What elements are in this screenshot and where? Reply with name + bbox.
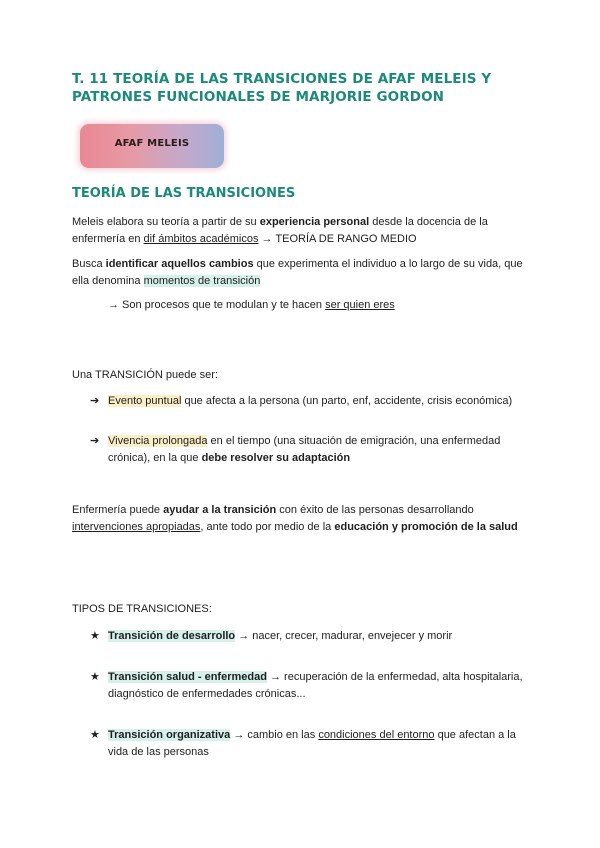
text: con éxito de las personas desarrollando [276,504,474,516]
underlined-text: ser quien eres [325,299,395,311]
underlined-text: intervenciones apropiadas [72,521,201,533]
underlined-text: dif ámbitos académicos [143,233,259,245]
text: que afectan a la vida de las personas [108,729,516,758]
underlined-text: condiciones del entorno [318,729,435,741]
highlighted-text: momentos de transición [143,275,261,287]
text: → recuperación de la enfermedad, alta hospitalaria, diagnóstico de enfermedades crónicas... [108,671,523,700]
text: Meleis elabora su teoría a partir de su [72,216,260,228]
text: Busca [72,258,106,270]
list-item [90,433,530,467]
highlighted-text: Evento puntual [108,395,182,407]
list-item [90,628,532,645]
star-bullet-icon: ★ [90,630,100,642]
paragraph-experiencia [72,214,530,248]
text: en el tiempo (una situación de emigración, una enfermedad crónica), en la que [108,435,501,464]
tag-label: AFAF MELEIS [114,138,190,149]
text: Enfermería puede [72,504,164,516]
highlighted-text: Transición salud - enfermedad [108,671,267,683]
text: desde la docencia de la enfermería en [72,216,488,245]
text: → TEORÍA DE RANGO MEDIO [258,233,417,245]
arrow-bullet-icon: ➔ [90,435,100,447]
list-item [90,393,530,410]
section-heading: TEORÍA DE LAS TRANSICIONES [72,186,296,201]
paragraph-procesos [108,297,528,314]
paragraph-enfermeria [72,502,534,536]
bold-text: ayudar a la transición [163,504,277,516]
bold-text: educación y promoción de la salud [334,521,518,533]
paragraph-cambios [72,256,534,290]
highlighted-text: Vivencia prolongada [108,435,208,447]
text: → Son procesos que te modulan y te hacen [108,299,326,311]
bold-text: debe resolver su adaptación [201,452,351,464]
document-title: T. 11 TEORÍA DE LAS TRANSICIONES DE AFAF MELEIS Y PATRONES FUNCIONALES DE MARJORIE GORDON [72,71,492,105]
bold-text: identificar aquellos cambios [105,258,254,270]
paragraph-transicion: Una TRANSICIÓN puede ser: [72,369,218,381]
star-bullet-icon: ★ [90,671,100,683]
highlighted-text: Transición de desarrollo [108,630,236,642]
text: que afecta a la persona (un parto, enf, accidente, crisis económica) [181,395,513,407]
text: → cambio en las [230,729,319,741]
text: que experimenta el individuo a lo largo de su vida, que ella denomina [72,258,523,287]
list-item [90,727,532,761]
star-bullet-icon: ★ [90,729,100,741]
paragraph-tipos: TIPOS DE TRANSICIONES: [72,603,212,615]
text: , ante todo por medio de la [200,521,335,533]
arrow-bullet-icon: ➔ [90,395,100,407]
highlighted-text: Transición organizativa [108,729,231,741]
afaf-meleis-tag [80,124,224,168]
list-item [90,669,532,703]
bold-text: experiencia personal [259,216,370,228]
text: → nacer, crecer, madurar, envejecer y morir [235,630,453,642]
